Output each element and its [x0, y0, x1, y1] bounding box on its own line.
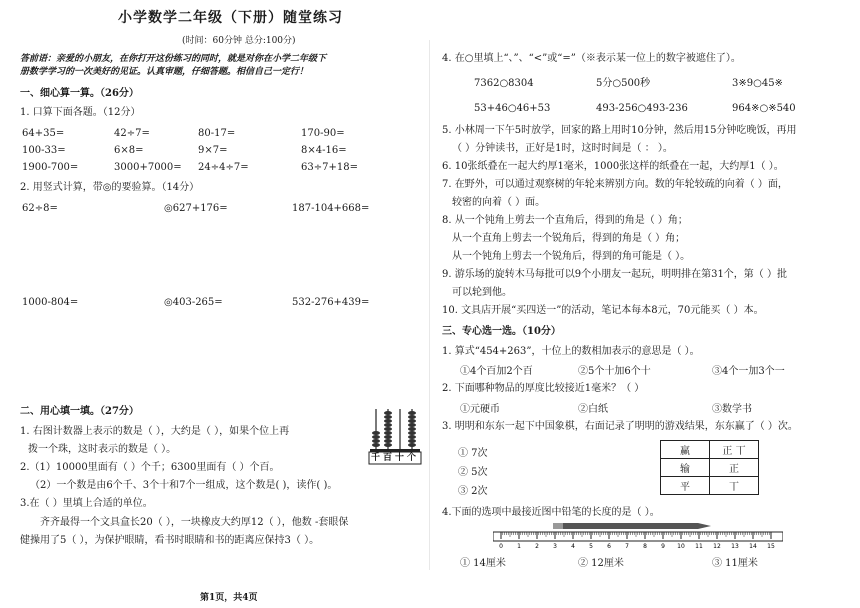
- table-cell: 赢: [661, 441, 710, 459]
- q5-line2: （ ）分钟读书，正好是1时，这时时间是（ ： ）。: [452, 143, 673, 154]
- vertical-item: 1000-804=: [22, 297, 79, 308]
- q5-line1: 5. 小林周一下午5时放学，回家的路上用时10分钟，然后用15分钟吃晚饭，再用: [442, 125, 797, 136]
- s2-q3-line2: 齐齐最得一个文具盒长20（ ），一块橡皮大约厚12（ ），他数 -套眼保: [40, 517, 349, 528]
- ruler-label: 5: [589, 543, 593, 550]
- ruler-label: 10: [677, 543, 685, 550]
- section2-heading: 二、用心填一填。（27分）: [20, 406, 139, 417]
- s2-q2-line2: （2）一个数是由6个千、3个十和7个一组成，这个数是( )，读作( )。: [30, 480, 338, 491]
- section1-heading: 一、细心算一算。（26分）: [20, 88, 139, 99]
- page-footer: 第1页，共4页: [200, 593, 258, 603]
- q9-line2: 可以轮到他。: [452, 287, 512, 298]
- c4-option: ① 14厘米: [460, 558, 506, 569]
- q8-line2: 从一个直角上剪去一个锐角后，得到的角是（ ）角；: [452, 233, 686, 244]
- ruler-label: 6: [607, 543, 611, 550]
- q9-line1: 9. 游乐场的旋转木马每批可以9个小朋友一起玩，明明排在第31个，第（ ）批: [442, 269, 787, 280]
- oral-item: 9×7=: [198, 145, 228, 156]
- q2-label: 2. 用竖式计算，带◎的要验算。（14分）: [20, 182, 200, 193]
- c3-option: ② 5次: [458, 467, 488, 478]
- q8-line1: 8. 从一个钝角上剪去一个直角后，得到的角是（ ）角；: [442, 215, 688, 226]
- oral-item: 24÷4÷7=: [198, 162, 249, 173]
- page-title: 小学数学二年级（下册）随堂练习: [118, 10, 343, 26]
- compare-item: 493-256○493-236: [596, 103, 688, 114]
- q10-line: 10. 文具店开展“买四送一”的活动，笔记本每本8元，70元能买（ ）本。: [442, 305, 764, 316]
- ruler-label: 7: [625, 543, 629, 550]
- ruler-label: 8: [643, 543, 647, 550]
- intro-line-1: 答前语：亲爱的小朋友，在你打开这份练习的同时，就是对你在小学二年级下: [20, 54, 327, 64]
- table-cell: 正 丅: [710, 441, 759, 459]
- c1-option: ③4个一加3个一: [712, 366, 785, 377]
- table-row: [661, 477, 759, 495]
- oral-item: 42÷7=: [114, 128, 150, 139]
- time-info: (时间：60分钟 总分:100分): [182, 36, 296, 46]
- compare-item: 5分○500秒: [596, 78, 651, 89]
- oral-item: 3000+7000=: [114, 162, 182, 173]
- c3-option: ① 7次: [458, 448, 488, 459]
- ruler-label: 14: [749, 543, 757, 550]
- ruler-label: 15: [767, 543, 775, 550]
- table-cell: 正: [710, 459, 759, 477]
- right-column: [430, 0, 860, 608]
- s2-q2-line1: 2.（1）10000里面有（ ）个千；6300里面有（ ）个百。: [20, 462, 280, 473]
- game-record-table: [660, 440, 759, 495]
- ruler-label: 11: [695, 543, 703, 550]
- q7-line2: 较密的向着（ ）面。: [452, 197, 546, 208]
- section3-heading: 三、专心选一选。（10分）: [442, 326, 561, 337]
- ruler-label: 9: [661, 543, 665, 550]
- ruler-label: 2: [535, 543, 539, 550]
- oral-item: 1900-700=: [22, 162, 79, 173]
- ruler-label: 13: [731, 543, 739, 550]
- abacus-counter: [368, 405, 422, 465]
- q6-line: 6. 10张纸叠在一起大约厚1毫米，1000张这样的纸叠在一起，大约厚1（ ）。: [442, 161, 784, 172]
- q4-line: 4. 在○里填上“、”、“<”或“=”（※表示某一位上的数字被遮住了）。: [442, 53, 741, 64]
- vertical-item: ◎627+176=: [164, 203, 228, 214]
- s2-q1-line2: 拨一个珠，这时表示的数是（ ）。: [28, 444, 177, 455]
- ruler-drawing: [493, 520, 783, 550]
- table-cell: 输: [661, 459, 710, 477]
- intro-line-2: 册数学学习的一次美好的见证。认真审题，仔细答题。相信自己一定行！: [20, 67, 309, 77]
- pencil-icon: [553, 523, 711, 529]
- compare-item: 964※○※540: [732, 103, 796, 114]
- c2-option: ③数学书: [712, 404, 752, 415]
- c3-option: ③ 2次: [458, 486, 488, 497]
- oral-item: 80-17=: [198, 128, 236, 139]
- s2-q3-line1: 3.在（ ）里填上合适的单位。: [20, 498, 153, 509]
- c1-line: 1. 算式“454+263”，十位上的数相加表示的意思是（ ）。: [442, 346, 700, 357]
- c4-option: ② 12厘米: [578, 558, 624, 569]
- oral-item: 100-33=: [22, 145, 66, 156]
- oral-item: 63÷7+18=: [301, 162, 358, 173]
- ruler-label: 1: [517, 543, 521, 550]
- ruler-label: 4: [571, 543, 575, 550]
- ruler-label: 0: [499, 543, 503, 550]
- c1-option: ②5个十加6个十: [578, 366, 651, 377]
- q1-label: 1. 口算下面各题。（12分）: [20, 107, 141, 118]
- table-cell: 丅: [710, 477, 759, 495]
- vertical-item: 187-104+668=: [292, 203, 370, 214]
- c2-option: ②白纸: [578, 404, 608, 415]
- ruler-with-pencil: [493, 520, 783, 550]
- ruler-label: 12: [713, 543, 721, 550]
- oral-item: 6×8=: [114, 145, 144, 156]
- oral-item: 8×4-16=: [301, 145, 347, 156]
- table-row: [661, 441, 759, 459]
- s2-q1-line1: 1. 右图计数器上表示的数是（ ），大约是（ ），如果个位上再: [20, 426, 290, 437]
- c4-option: ③ 11厘米: [712, 558, 758, 569]
- compare-item: 53+46○46+53: [474, 103, 551, 114]
- table-cell: 平: [661, 477, 710, 495]
- pencil-eraser: [553, 523, 563, 529]
- compare-item: 7362○8304: [474, 78, 534, 89]
- vertical-item: 62÷8=: [22, 203, 58, 214]
- s2-q3-line3: 健操用了5（ ），为保护眼睛，看书时眼睛和书的距离应保持3（ ）。: [20, 535, 320, 546]
- vertical-item: ◎403-265=: [164, 297, 223, 308]
- abacus-place-labels: 千百十个: [371, 453, 420, 463]
- oral-item: 64+35=: [22, 128, 65, 139]
- c3-line: 3. 明明和东东一起下中国象棋，右面记录了明明的游戏结果，东东赢了（ ）次。: [442, 421, 798, 432]
- q7-line1: 7. 在野外，可以通过观察树的年轮来辨别方向。数的年轮较疏的向着（ ）面，: [442, 179, 788, 190]
- table-row: [661, 459, 759, 477]
- ruler-label: 3: [553, 543, 557, 550]
- c4-line: 4.下面的选项中最接近图中铅笔的长度的是（ ）。: [442, 507, 660, 518]
- c2-option: ①元硬币: [460, 404, 500, 415]
- q8-line3: 从一个钝角上剪去一个锐角后，得到的角可能是（ ）。: [452, 251, 691, 262]
- c2-line: 2. 下面哪种物品的厚度比较接近1毫米？（ ）: [442, 383, 645, 394]
- c1-option: ①4个百加2个百: [460, 366, 533, 377]
- vertical-item: 532-276+439=: [292, 297, 370, 308]
- compare-item: 3※9○45※: [732, 78, 783, 89]
- oral-item: 170-90=: [301, 128, 345, 139]
